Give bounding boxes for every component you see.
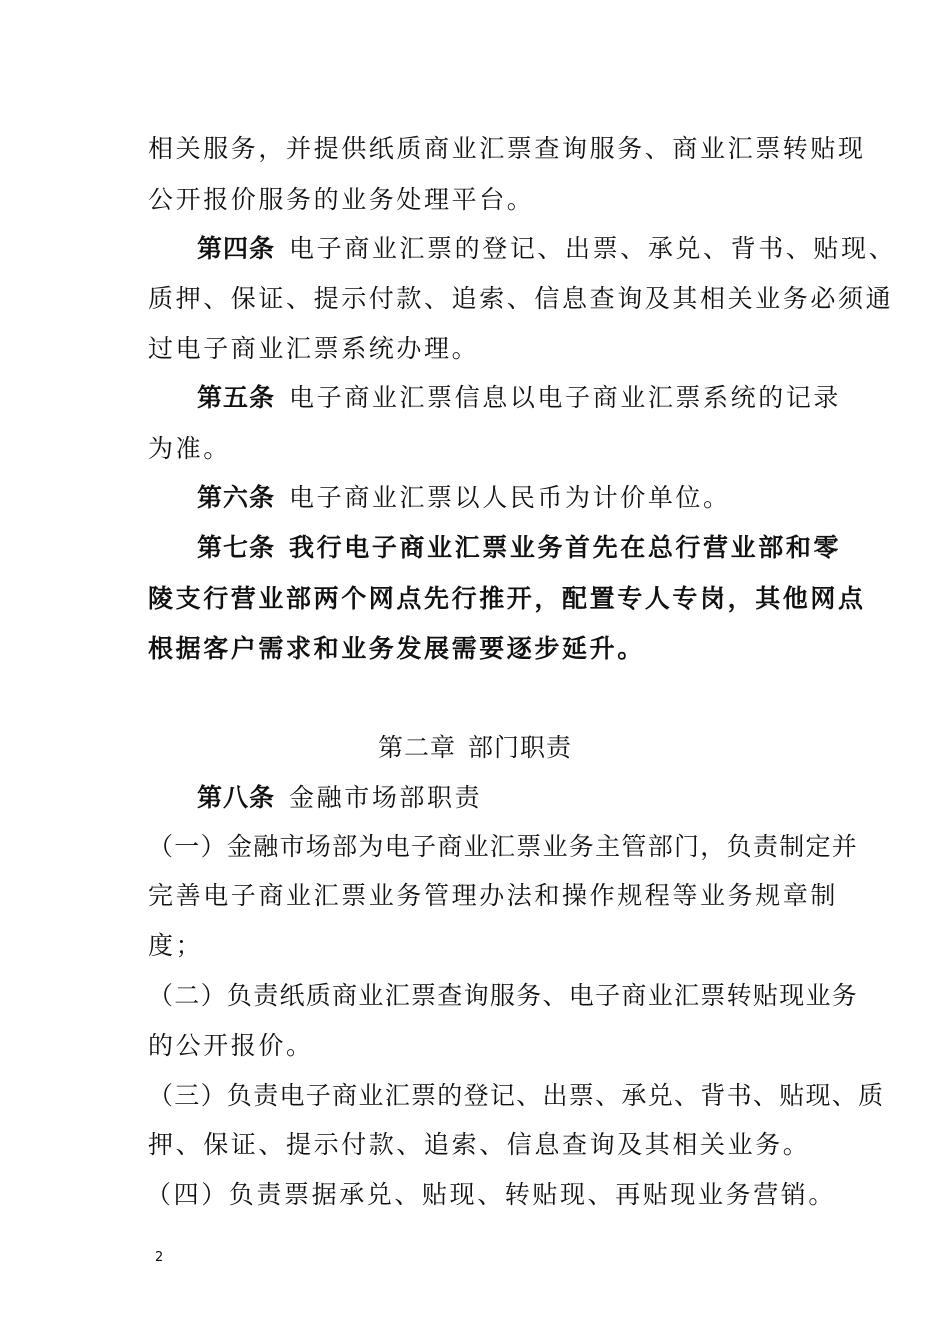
article-text: 电子商业汇票的登记、出票、承兑、背书、贴现、 (289, 234, 897, 263)
list-item-4: （四）负责票据承兑、贴现、转贴现、再贴现业务营销。 (146, 1180, 837, 1209)
body-line: 完善电子商业汇票业务管理办法和操作规程等业务规章制 (148, 881, 839, 910)
body-line: 相关服务，并提供纸质商业汇票查询服务、商业汇票转贴现 (148, 134, 866, 163)
body-line: 押、保证、提示付款、追索、信息查询及其相关业务。 (148, 1130, 811, 1159)
article-label: 第六条 (197, 483, 276, 512)
body-line: 陵支行营业部两个网点先行推开，配置专人专岗，其他网点 (148, 584, 866, 613)
article-label: 第七条 (197, 533, 276, 562)
list-item-1: （一）金融市场部为电子商业汇票业务主管部门，负责制定并 (148, 832, 859, 861)
article-label: 第八条 (197, 783, 276, 812)
article-text: 金融市场部职责 (289, 783, 483, 812)
article-4 (197, 234, 896, 264)
chapter-number: 第二章 (377, 733, 456, 762)
body-line: 度； (148, 931, 204, 960)
list-item-2: （二）负责纸质商业汇票查询服务、电子商业汇票转贴现业务 (148, 981, 859, 1010)
article-8 (197, 783, 482, 813)
article-6 (197, 483, 731, 513)
body-line: 过电子商业汇票系统办理。 (148, 334, 480, 363)
body-line: 根据客户需求和业务发展需要逐步延升。 (148, 634, 645, 663)
article-label: 第五条 (197, 383, 276, 412)
article-text: 电子商业汇票信息以电子商业汇票系统的记录 (289, 383, 842, 412)
body-line: 质押、保证、提示付款、追索、信息查询及其相关业务必须通 (148, 284, 894, 313)
article-5 (197, 383, 841, 413)
body-line: 公开报价服务的业务处理平台。 (148, 185, 535, 214)
chapter-title: 部门职责 (468, 733, 573, 762)
page-number: 2 (155, 1250, 164, 1265)
article-7 (197, 533, 841, 563)
article-label: 第四条 (197, 234, 276, 263)
article-text: 电子商业汇票以人民币为计价单位。 (289, 483, 731, 512)
body-line: 为准。 (148, 434, 231, 463)
article-text: 我行电子商业汇票业务首先在总行营业部和零 (289, 533, 842, 562)
body-line: 的公开报价。 (148, 1031, 314, 1060)
list-item-3: （三）负责电子商业汇票的登记、出票、承兑、背书、贴现、质 (148, 1081, 885, 1110)
chapter-heading (0, 733, 950, 763)
